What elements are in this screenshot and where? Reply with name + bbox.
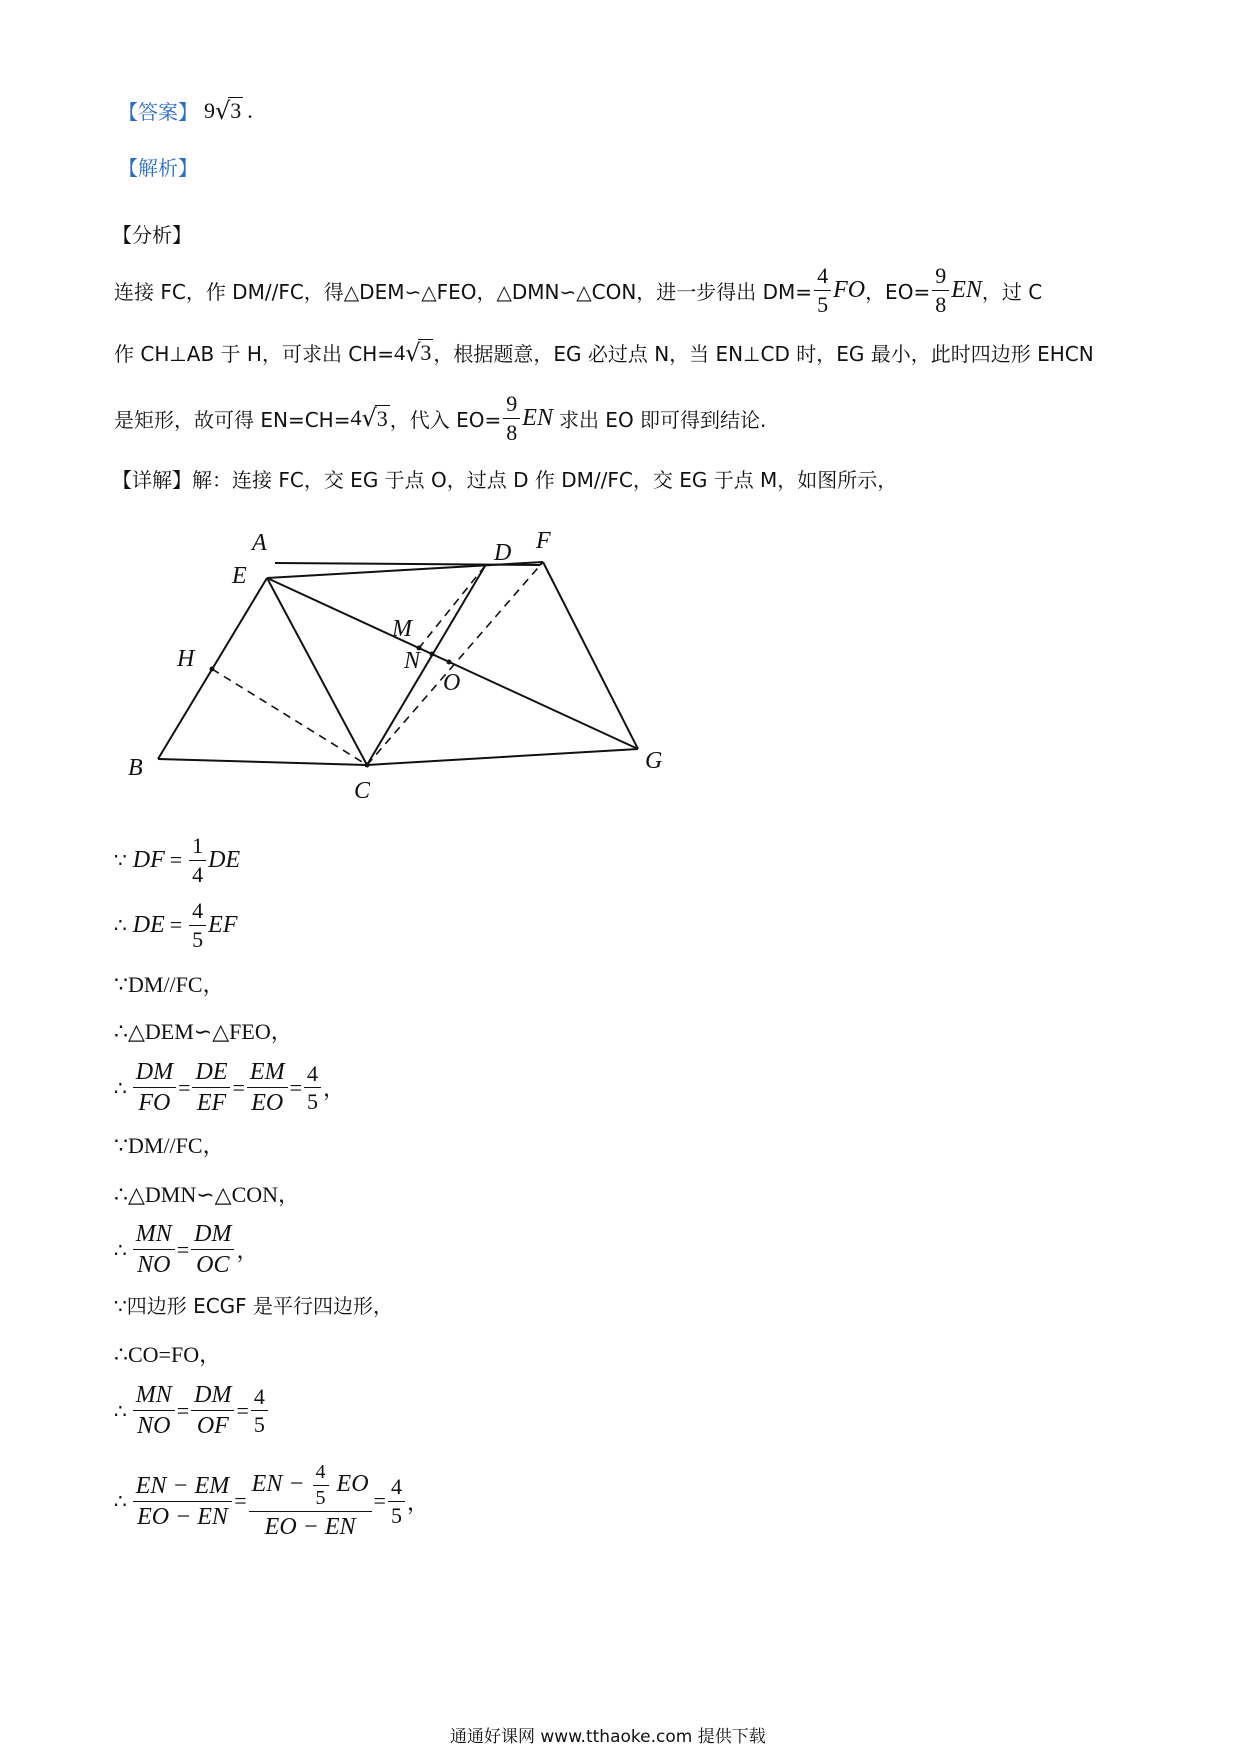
footer-text: 通通好课网 www.tthaoke.com 提供下载	[450, 1727, 766, 1747]
analysis-label: 【解析】	[118, 156, 198, 180]
frac-num: DM	[191, 1219, 234, 1250]
answer-end: .	[247, 97, 253, 123]
answer-value: 9	[204, 97, 215, 123]
fenxi-label: 【分析】	[112, 223, 192, 247]
detail-label: 【详解】	[112, 468, 192, 492]
fraction	[189, 897, 206, 953]
label-N: N	[404, 648, 421, 674]
fenxi-text: 是矩形，故可得 EN=CH=	[114, 407, 351, 432]
step-12: ∴ $\frac{EN - EM}{EO - EN}$ = EN − $\frac{4}{5}$ EO EO − EN = $\frac{4}{5}$ ，	[114, 1461, 429, 1540]
frac-num: DM	[133, 1057, 176, 1088]
fraction	[192, 1057, 230, 1118]
math-var: FO	[833, 276, 866, 303]
step-3: ∵DM//FC，	[114, 972, 225, 997]
compound-fraction	[249, 1460, 372, 1542]
fenxi-text: ，过 C	[981, 279, 1043, 304]
frac-den: 5	[306, 1089, 318, 1114]
therefore-symbol: ∴	[114, 1237, 127, 1262]
frac-den: 8	[935, 291, 947, 317]
fraction	[133, 1380, 175, 1441]
frac-num: DM	[191, 1380, 234, 1411]
math-var: DF	[132, 846, 165, 873]
frac-den: 5	[315, 1487, 326, 1509]
label-H: H	[177, 646, 195, 672]
label-C: C	[354, 778, 371, 804]
frac-num: 4	[313, 1460, 329, 1486]
fenxi-text: 作 CH⊥AB 于 H，可求出 CH=	[114, 342, 395, 366]
math-var: EN	[951, 276, 982, 303]
therefore-symbol: ∴	[114, 1075, 127, 1100]
math-coef: 4	[350, 405, 362, 430]
fraction	[388, 1473, 405, 1529]
therefore-symbol: ∴	[114, 1398, 127, 1423]
frac-den: EF	[196, 1090, 227, 1116]
sqrt-icon: √	[215, 96, 231, 125]
frac-den: EO	[251, 1090, 284, 1116]
segment-DM-dashed	[419, 566, 485, 648]
answer-radicand: 3	[230, 98, 242, 123]
math-var: EF	[208, 911, 238, 938]
equals: =	[169, 912, 183, 937]
fraction	[191, 1380, 234, 1441]
step-11: ∴ $\frac{MN}{NO}$ = $\frac{DM}{OF}$ = $\frac{4}{5}$	[114, 1380, 270, 1441]
math-var: EN	[522, 404, 553, 431]
frac-num-part: EN −	[251, 1471, 305, 1498]
segment-FG	[543, 562, 638, 749]
frac-den: NO	[137, 1413, 171, 1439]
fraction	[191, 1219, 234, 1280]
segment-CD	[367, 566, 485, 765]
frac-num: 4	[388, 1473, 405, 1502]
label-D: D	[494, 540, 512, 566]
frac-num: DE	[192, 1057, 230, 1088]
fraction	[247, 1057, 288, 1118]
fraction	[133, 1057, 176, 1118]
frac-den: 5	[390, 1502, 402, 1528]
step-4: ∴△DEM∽△FEO，	[114, 1019, 293, 1044]
frac-num: 9	[932, 262, 949, 291]
math-var: DE	[132, 911, 165, 938]
fenxi-text: ，代入 EO=	[389, 407, 502, 432]
fraction	[133, 1471, 233, 1532]
therefore-symbol: ∴	[114, 1489, 127, 1513]
step-8: ∴ $\frac{MN}{NO}$ = $\frac{DM}{OC}$ ，	[114, 1221, 259, 1278]
sqrt-icon: √	[405, 338, 421, 367]
step-6: ∵DM//FC，	[114, 1133, 225, 1158]
segment-EG	[267, 578, 638, 749]
frac-den: NO	[137, 1252, 171, 1278]
detail-text: 解：连接 FC，交 EG 于点 O，过点 D 作 DM//FC，交 EG 于点 M，如图所示，	[192, 468, 898, 492]
because-symbol: ∵	[114, 848, 127, 872]
punct: ，	[236, 1238, 259, 1263]
step-7: ∴△DMN∽△CON，	[114, 1182, 301, 1207]
frac-den: FO	[138, 1090, 171, 1116]
label-M: M	[392, 616, 412, 642]
math-var: DE	[208, 846, 241, 873]
frac-num: 4	[189, 897, 206, 926]
frac-num: 4	[814, 262, 831, 291]
label-B: B	[128, 755, 143, 781]
fraction	[251, 1383, 268, 1439]
step-5: ∴ $\frac{DM}{FO}$ = $\frac{DE}{EF}$ = $\frac{EM}{EO}$ = $\frac{4}{5}$ ，	[114, 1059, 345, 1116]
fraction	[189, 832, 206, 888]
radicand: 3	[420, 340, 432, 365]
math-coef: 4	[394, 339, 406, 365]
label-O: O	[443, 670, 461, 696]
step-1	[114, 832, 240, 888]
frac-den: EO − EN	[264, 1514, 356, 1540]
frac-den: EO − EN	[137, 1503, 228, 1530]
frac-num: EM	[247, 1057, 288, 1088]
frac-den: OC	[196, 1252, 230, 1278]
frac-num: EN − EM	[133, 1471, 233, 1502]
fenxi-text: 连接 FC，作 DM//FC，得△DEM∽△FEO，△DMN∽△CON，进一步得出 DM=	[114, 279, 813, 304]
frac-den: OF	[196, 1413, 229, 1439]
frac-num: MN	[133, 1219, 175, 1250]
segment-HC-dashed	[212, 669, 367, 765]
therefore-symbol: ∴	[114, 913, 127, 937]
frac-num: 9	[503, 390, 520, 419]
label-G: G	[645, 748, 663, 774]
fenxi-text: ，根据题意，EG 必过点 N，当 EN⊥CD 时，EG 最小，此时四边形 EHCN	[433, 342, 1094, 366]
frac-num: MN	[133, 1380, 175, 1411]
fenxi-text: ，EO=	[865, 279, 931, 304]
step-2	[114, 897, 237, 953]
frac-den: 5	[817, 291, 829, 317]
segment-CF-dashed	[367, 562, 543, 765]
label-A: A	[252, 530, 267, 556]
fraction	[133, 1219, 175, 1280]
segment-BC	[158, 759, 367, 765]
segment-EC	[267, 578, 367, 765]
frac-den: 8	[506, 419, 518, 445]
segment-CG	[367, 749, 638, 765]
frac-den: 5	[192, 926, 204, 952]
fraction	[313, 1460, 329, 1511]
sqrt-icon: √	[361, 404, 377, 432]
frac-num-part: EO	[336, 1471, 369, 1498]
label-E: E	[232, 563, 247, 589]
frac-num: 1	[189, 832, 206, 861]
frac-num: 4	[304, 1060, 321, 1089]
frac-num: 4	[251, 1383, 268, 1412]
answer-label: 【答案】	[118, 100, 198, 124]
frac-den: 5	[253, 1412, 265, 1437]
equals: =	[169, 847, 183, 872]
punct: ，	[322, 1076, 345, 1101]
fenxi-text: 求出 EO 即可得到结论.	[558, 407, 767, 432]
punct: ，	[406, 1489, 429, 1515]
frac-den: 4	[192, 861, 204, 887]
label-F: F	[536, 528, 551, 554]
fraction	[304, 1060, 321, 1116]
radicand: 3	[376, 405, 388, 431]
step-9: ∵四边形 ECGF 是平行四边形，	[114, 1294, 394, 1318]
step-10: ∴CO=FO，	[114, 1342, 222, 1367]
